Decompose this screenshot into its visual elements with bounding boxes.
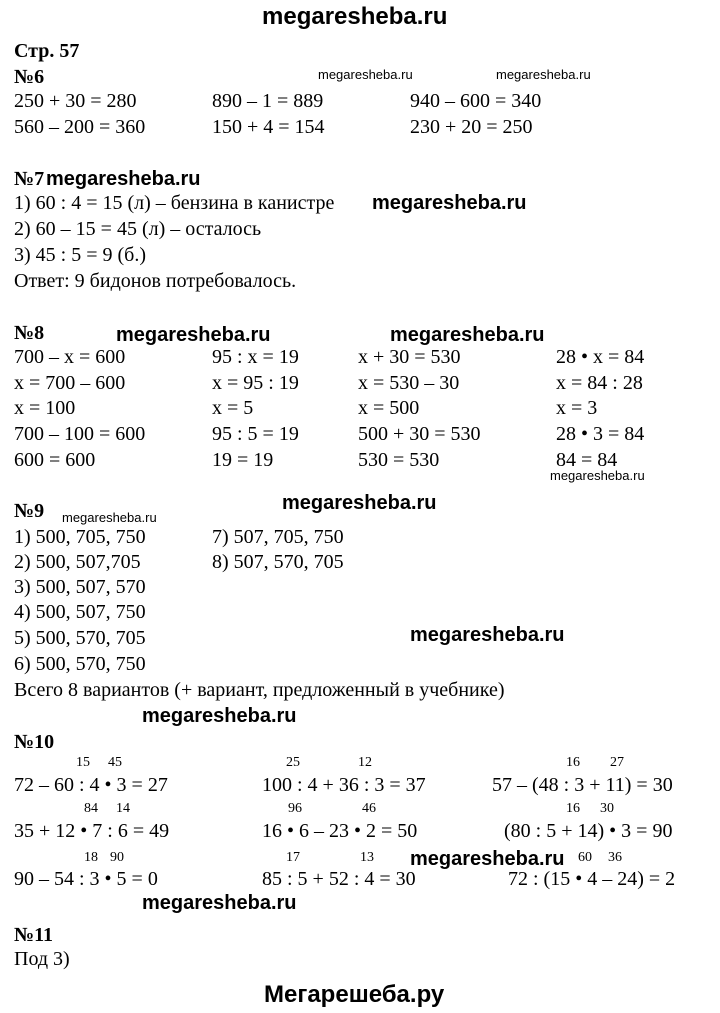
task6-cell: 250 + 30 = 280 bbox=[14, 90, 137, 112]
task9-variant: 8) 507, 570, 705 bbox=[212, 551, 344, 573]
task8-line: 530 = 530 bbox=[358, 449, 440, 471]
task8-line: x = 5 bbox=[212, 397, 254, 419]
task8-line: x = 84 : 28 bbox=[556, 372, 643, 394]
intermediate-result: 14 bbox=[116, 801, 130, 816]
task10-title: №10 bbox=[14, 731, 55, 753]
task10-expression: 72 – 60 : 4 • 3 = 27 bbox=[14, 774, 168, 796]
watermark: megaresheba.ru bbox=[282, 492, 437, 514]
header-site-title: megaresheba.ru bbox=[262, 3, 448, 30]
task10-expression: (80 : 5 + 14) • 3 = 90 bbox=[504, 820, 673, 842]
task8-line: x = 95 : 19 bbox=[212, 372, 299, 394]
watermark: megaresheba.ru bbox=[318, 67, 413, 82]
intermediate-result: 36 bbox=[608, 850, 622, 865]
footer-site-title: Мегарешеба.ру bbox=[264, 981, 445, 1008]
intermediate-result: 27 bbox=[610, 755, 624, 770]
task10-expression: 100 : 4 + 36 : 3 = 37 bbox=[262, 774, 426, 796]
task8-line: 28 • x = 84 bbox=[556, 346, 645, 368]
task8-line: 95 : 5 = 19 bbox=[212, 423, 299, 445]
watermark: megaresheba.ru bbox=[390, 324, 545, 346]
watermark: megaresheba.ru bbox=[550, 468, 645, 483]
intermediate-result: 60 bbox=[578, 850, 592, 865]
watermark: megaresheba.ru bbox=[142, 892, 297, 914]
intermediate-result: 46 bbox=[362, 801, 376, 816]
task8-line: x + 30 = 530 bbox=[358, 346, 461, 368]
intermediate-result: 90 bbox=[110, 850, 124, 865]
task6-title: №6 bbox=[14, 66, 45, 88]
task9-title: №9 bbox=[14, 500, 45, 522]
task7-answer: Ответ: 9 бидонов потребовалось. bbox=[14, 270, 297, 292]
watermark: megaresheba.ru bbox=[372, 192, 527, 214]
task10-expression: 90 – 54 : 3 • 5 = 0 bbox=[14, 868, 158, 890]
task8-line: 84 = 84 bbox=[556, 449, 618, 471]
task7-line: 2) 60 – 15 = 45 (л) – осталось bbox=[14, 218, 262, 240]
watermark: megaresheba.ru bbox=[496, 67, 591, 82]
task9-variant: 2) 500, 507,705 bbox=[14, 551, 141, 573]
task8-line: 600 = 600 bbox=[14, 449, 96, 471]
intermediate-result: 30 bbox=[600, 801, 614, 816]
task8-line: x = 500 bbox=[358, 397, 420, 419]
task8-line: 19 = 19 bbox=[212, 449, 274, 471]
task9-variant: 5) 500, 570, 705 bbox=[14, 627, 146, 649]
intermediate-result: 13 bbox=[360, 850, 374, 865]
task10-expression: 35 + 12 • 7 : 6 = 49 bbox=[14, 820, 170, 842]
intermediate-result: 16 bbox=[566, 801, 580, 816]
watermark: megaresheba.ru bbox=[410, 848, 565, 870]
watermark: megaresheba.ru bbox=[142, 705, 297, 727]
task6-cell: 150 + 4 = 154 bbox=[212, 116, 325, 138]
task6-cell: 890 – 1 = 889 bbox=[212, 90, 324, 112]
task10-expression: 57 – (48 : 3 + 11) = 30 bbox=[492, 774, 673, 796]
page-label: Стр. 57 bbox=[14, 40, 80, 62]
task8-title: №8 bbox=[14, 322, 45, 344]
task8-line: 95 : x = 19 bbox=[212, 346, 299, 368]
task7-line: 3) 45 : 5 = 9 (б.) bbox=[14, 244, 146, 266]
task10-expression: 85 : 5 + 52 : 4 = 30 bbox=[262, 868, 416, 890]
watermark: megaresheba.ru bbox=[62, 510, 157, 525]
task6-cell: 940 – 600 = 340 bbox=[410, 90, 542, 112]
watermark: megaresheba.ru bbox=[46, 168, 201, 190]
task10-expression: 72 : (15 • 4 – 24) = 2 bbox=[508, 868, 676, 890]
intermediate-result: 15 bbox=[76, 755, 90, 770]
watermark: megaresheba.ru bbox=[410, 624, 565, 646]
task9-total: Всего 8 вариантов (+ вариант, предложенный в учебнике) bbox=[14, 679, 505, 701]
task9-variant: 1) 500, 705, 750 bbox=[14, 526, 146, 548]
task10-expression: 16 • 6 – 23 • 2 = 50 bbox=[262, 820, 418, 842]
task7-line: 1) 60 : 4 = 15 (л) – бензина в канистре bbox=[14, 192, 335, 214]
task11-title: №11 bbox=[14, 924, 53, 946]
task8-line: x = 100 bbox=[14, 397, 76, 419]
task8-line: 700 – 100 = 600 bbox=[14, 423, 146, 445]
task9-variant: 6) 500, 570, 750 bbox=[14, 653, 146, 675]
task8-line: 28 • 3 = 84 bbox=[556, 423, 645, 445]
task9-variant: 3) 500, 507, 570 bbox=[14, 576, 146, 598]
intermediate-result: 18 bbox=[84, 850, 98, 865]
watermark: megaresheba.ru bbox=[116, 324, 271, 346]
intermediate-result: 25 bbox=[286, 755, 300, 770]
task6-cell: 230 + 20 = 250 bbox=[410, 116, 533, 138]
intermediate-result: 96 bbox=[288, 801, 302, 816]
task7-title: №7 bbox=[14, 168, 45, 190]
task11-answer: Под 3) bbox=[14, 948, 70, 970]
intermediate-result: 45 bbox=[108, 755, 122, 770]
task6-cell: 560 – 200 = 360 bbox=[14, 116, 146, 138]
task8-line: x = 700 – 600 bbox=[14, 372, 126, 394]
task8-line: 500 + 30 = 530 bbox=[358, 423, 481, 445]
intermediate-result: 16 bbox=[566, 755, 580, 770]
task8-line: x = 3 bbox=[556, 397, 598, 419]
task9-variant: 4) 500, 507, 750 bbox=[14, 601, 146, 623]
task8-line: x = 530 – 30 bbox=[358, 372, 460, 394]
task9-variant: 7) 507, 705, 750 bbox=[212, 526, 344, 548]
intermediate-result: 17 bbox=[286, 850, 300, 865]
task8-line: 700 – x = 600 bbox=[14, 346, 126, 368]
intermediate-result: 84 bbox=[84, 801, 98, 816]
intermediate-result: 12 bbox=[358, 755, 372, 770]
